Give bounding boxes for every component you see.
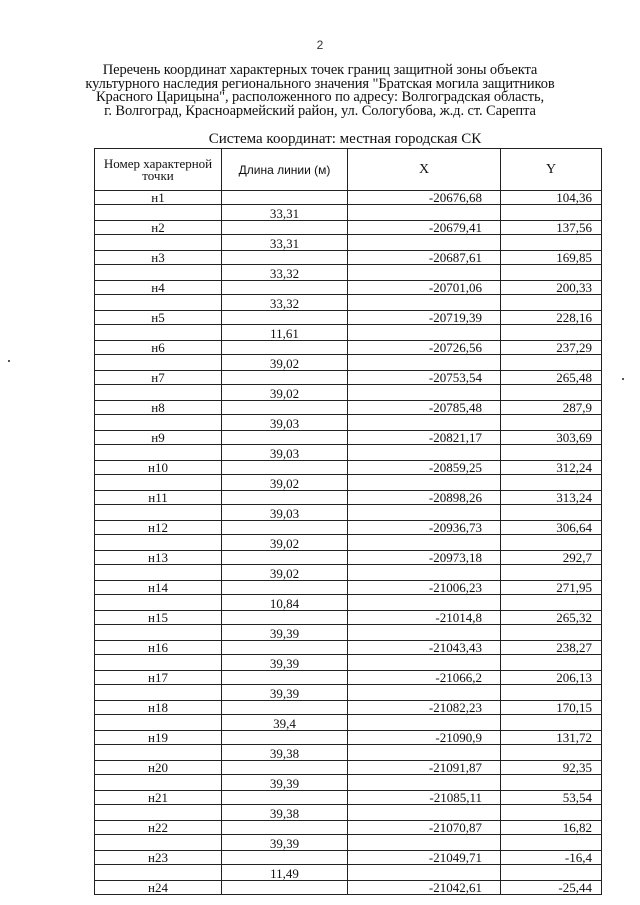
- y-value-cell: 16,82: [501, 821, 602, 835]
- length-row: [95, 265, 602, 281]
- y-value-cell: 237,29: [501, 341, 602, 355]
- empty-cell: [501, 325, 602, 341]
- empty-cell: [95, 865, 222, 881]
- point-name-cell: н2: [95, 221, 222, 235]
- empty-cell: [501, 655, 602, 671]
- point-name-cell: н14: [95, 581, 222, 595]
- x-value-cell: -21090,9: [348, 731, 501, 745]
- x-value-cell: -21085,11: [348, 791, 501, 805]
- y-value-cell: 303,69: [501, 431, 602, 445]
- header-point-number: Номер характерной точки: [95, 149, 222, 191]
- length-row: [95, 835, 602, 851]
- x-value-cell: -21091,87: [348, 761, 501, 775]
- empty-cell: [95, 505, 222, 521]
- x-value-cell: -21066,2: [348, 671, 501, 685]
- empty-cell: [501, 355, 602, 371]
- table-header-row: [95, 149, 602, 191]
- empty-cell: [501, 865, 602, 881]
- empty-cell: [348, 685, 501, 701]
- length-blank-cell: [222, 521, 348, 535]
- table-row: [95, 641, 602, 655]
- length-row: [95, 295, 602, 311]
- line-length-cell: 39,38: [222, 745, 348, 761]
- table-row: [95, 881, 602, 895]
- line-length-cell: 39,03: [222, 415, 348, 431]
- x-value-cell: -20753,54: [348, 371, 501, 385]
- line-length-cell: 39,39: [222, 685, 348, 701]
- y-value-cell: 313,24: [501, 491, 602, 505]
- empty-cell: [501, 775, 602, 791]
- length-row: [95, 565, 602, 581]
- empty-cell: [348, 385, 501, 401]
- empty-cell: [501, 235, 602, 251]
- length-row: [95, 325, 602, 341]
- point-name-cell: н12: [95, 521, 222, 535]
- empty-cell: [348, 445, 501, 461]
- empty-cell: [348, 715, 501, 731]
- table-row: [95, 671, 602, 685]
- point-name-cell: н1: [95, 191, 222, 205]
- empty-cell: [348, 535, 501, 551]
- line-length-cell: 11,61: [222, 325, 348, 341]
- point-name-cell: н5: [95, 311, 222, 325]
- empty-cell: [95, 385, 222, 401]
- table-row: [95, 731, 602, 745]
- y-value-cell: 200,33: [501, 281, 602, 295]
- y-value-cell: 92,35: [501, 761, 602, 775]
- empty-cell: [501, 565, 602, 581]
- table-row: [95, 491, 602, 505]
- length-blank-cell: [222, 761, 348, 775]
- table-row: [95, 821, 602, 835]
- length-blank-cell: [222, 671, 348, 685]
- empty-cell: [501, 625, 602, 641]
- line-length-cell: 39,39: [222, 655, 348, 671]
- length-row: [95, 685, 602, 701]
- length-blank-cell: [222, 281, 348, 295]
- point-name-cell: н18: [95, 701, 222, 715]
- y-value-cell: -16,4: [501, 851, 602, 865]
- x-value-cell: -20679,41: [348, 221, 501, 235]
- x-value-cell: -20719,39: [348, 311, 501, 325]
- x-value-cell: -21014,8: [348, 611, 501, 625]
- header-x: X: [348, 149, 501, 191]
- line-length-cell: 39,02: [222, 475, 348, 491]
- y-value-cell: 131,72: [501, 731, 602, 745]
- table-row: [95, 461, 602, 475]
- line-length-cell: 39,02: [222, 355, 348, 371]
- y-value-cell: 271,95: [501, 581, 602, 595]
- empty-cell: [95, 655, 222, 671]
- table-row: [95, 701, 602, 715]
- point-name-cell: н10: [95, 461, 222, 475]
- empty-cell: [95, 415, 222, 431]
- empty-cell: [501, 295, 602, 311]
- table-row: [95, 521, 602, 535]
- empty-cell: [348, 475, 501, 491]
- page-number: 2: [316, 38, 324, 52]
- point-name-cell: н3: [95, 251, 222, 265]
- table-row: [95, 551, 602, 565]
- empty-cell: [95, 685, 222, 701]
- length-row: [95, 745, 602, 761]
- length-blank-cell: [222, 431, 348, 445]
- y-value-cell: 292,7: [501, 551, 602, 565]
- y-value-cell: 306,64: [501, 521, 602, 535]
- heading-line: Перечень координат характерных точек границ защитной зоны объекта: [102, 62, 538, 78]
- header-y: Y: [501, 149, 602, 191]
- empty-cell: [95, 745, 222, 761]
- line-length-cell: 39,02: [222, 565, 348, 581]
- line-length-cell: 33,31: [222, 235, 348, 251]
- length-blank-cell: [222, 881, 348, 895]
- length-row: [95, 865, 602, 881]
- empty-cell: [95, 775, 222, 791]
- point-name-cell: н23: [95, 851, 222, 865]
- length-blank-cell: [222, 611, 348, 625]
- line-length-cell: 11,49: [222, 865, 348, 881]
- x-value-cell: -20687,61: [348, 251, 501, 265]
- empty-cell: [348, 295, 501, 311]
- table-row: [95, 431, 602, 445]
- empty-cell: [348, 835, 501, 851]
- empty-cell: [95, 805, 222, 821]
- length-blank-cell: [222, 221, 348, 235]
- empty-cell: [501, 835, 602, 851]
- table-row: [95, 281, 602, 295]
- line-length-cell: 39,39: [222, 835, 348, 851]
- point-name-cell: н22: [95, 821, 222, 835]
- length-blank-cell: [222, 311, 348, 325]
- point-name-cell: н6: [95, 341, 222, 355]
- heading-line: Красного Царицына", расположенного по адресу: Волгоградская область,: [95, 89, 544, 105]
- x-value-cell: -20676,68: [348, 191, 501, 205]
- length-blank-cell: [222, 581, 348, 595]
- x-value-cell: -20936,73: [348, 521, 501, 535]
- empty-cell: [348, 235, 501, 251]
- empty-cell: [348, 415, 501, 431]
- point-name-cell: н17: [95, 671, 222, 685]
- heading-line: культурного наследия регионального значения "Братская могила защитников: [85, 75, 555, 92]
- document-heading: [70, 64, 570, 118]
- empty-cell: [95, 595, 222, 611]
- empty-cell: [348, 655, 501, 671]
- length-row: [95, 235, 602, 251]
- point-name-cell: н9: [95, 431, 222, 445]
- table-row: [95, 791, 602, 805]
- line-length-cell: 39,02: [222, 385, 348, 401]
- table-row: [95, 851, 602, 865]
- length-blank-cell: [222, 641, 348, 655]
- y-value-cell: 228,16: [501, 311, 602, 325]
- length-row: [95, 595, 602, 611]
- y-value-cell: 137,56: [501, 221, 602, 235]
- empty-cell: [348, 865, 501, 881]
- length-blank-cell: [222, 821, 348, 835]
- empty-cell: [501, 475, 602, 491]
- line-length-cell: 39,02: [222, 535, 348, 551]
- y-value-cell: 104,36: [501, 191, 602, 205]
- table-row: [95, 311, 602, 325]
- x-value-cell: -21043,43: [348, 641, 501, 655]
- point-name-cell: н8: [95, 401, 222, 415]
- point-name-cell: н13: [95, 551, 222, 565]
- heading-line: г. Волгоград, Красноармейский район, ул. Сологубова, ж.д. ст. Сарепта: [104, 102, 536, 119]
- x-value-cell: -21082,23: [348, 701, 501, 715]
- table-row: [95, 581, 602, 595]
- table-body: [95, 191, 602, 895]
- point-name-cell: н7: [95, 371, 222, 385]
- y-value-cell: 287,9: [501, 401, 602, 415]
- scan-mark: [8, 360, 10, 362]
- length-row: [95, 775, 602, 791]
- line-length-cell: 39,4: [222, 715, 348, 731]
- empty-cell: [348, 325, 501, 341]
- x-value-cell: -21042,61: [348, 881, 501, 895]
- empty-cell: [95, 325, 222, 341]
- line-length-cell: 33,32: [222, 265, 348, 281]
- empty-cell: [501, 535, 602, 551]
- line-length-cell: 10,84: [222, 595, 348, 611]
- empty-cell: [95, 235, 222, 251]
- length-row: [95, 805, 602, 821]
- point-name-cell: н16: [95, 641, 222, 655]
- table-row: [95, 341, 602, 355]
- empty-cell: [95, 205, 222, 221]
- length-blank-cell: [222, 251, 348, 265]
- point-name-cell: н20: [95, 761, 222, 775]
- table-row: [95, 371, 602, 385]
- x-value-cell: -20821,17: [348, 431, 501, 445]
- empty-cell: [95, 565, 222, 581]
- y-value-cell: 206,13: [501, 671, 602, 685]
- empty-cell: [95, 445, 222, 461]
- empty-cell: [501, 415, 602, 431]
- table-row: [95, 611, 602, 625]
- line-length-cell: 33,31: [222, 205, 348, 221]
- empty-cell: [348, 745, 501, 761]
- empty-cell: [348, 805, 501, 821]
- empty-cell: [501, 715, 602, 731]
- empty-cell: [501, 205, 602, 221]
- y-value-cell: 169,85: [501, 251, 602, 265]
- y-value-cell: 312,24: [501, 461, 602, 475]
- empty-cell: [95, 295, 222, 311]
- length-row: [95, 475, 602, 491]
- empty-cell: [95, 355, 222, 371]
- line-length-cell: 39,39: [222, 625, 348, 641]
- empty-cell: [501, 505, 602, 521]
- line-length-cell: 33,32: [222, 295, 348, 311]
- point-name-cell: н21: [95, 791, 222, 805]
- empty-cell: [348, 355, 501, 371]
- x-value-cell: -20859,25: [348, 461, 501, 475]
- table-row: [95, 191, 602, 205]
- coordinate-system-caption: Система координат: местная городская СК: [208, 131, 482, 147]
- x-value-cell: -20973,18: [348, 551, 501, 565]
- empty-cell: [501, 265, 602, 281]
- x-value-cell: -20701,06: [348, 281, 501, 295]
- length-row: [95, 655, 602, 671]
- empty-cell: [95, 475, 222, 491]
- length-blank-cell: [222, 551, 348, 565]
- length-row: [95, 355, 602, 371]
- line-length-cell: 39,39: [222, 775, 348, 791]
- length-blank-cell: [222, 491, 348, 505]
- empty-cell: [348, 205, 501, 221]
- empty-cell: [348, 265, 501, 281]
- length-blank-cell: [222, 191, 348, 205]
- length-blank-cell: [222, 851, 348, 865]
- y-value-cell: 238,27: [501, 641, 602, 655]
- length-row: [95, 445, 602, 461]
- empty-cell: [348, 565, 501, 581]
- empty-cell: [95, 835, 222, 851]
- point-name-cell: н15: [95, 611, 222, 625]
- empty-cell: [348, 595, 501, 611]
- point-name-cell: н4: [95, 281, 222, 295]
- empty-cell: [348, 625, 501, 641]
- y-value-cell: 265,32: [501, 611, 602, 625]
- empty-cell: [501, 385, 602, 401]
- length-row: [95, 205, 602, 221]
- x-value-cell: -20785,48: [348, 401, 501, 415]
- line-length-cell: 39,03: [222, 445, 348, 461]
- x-value-cell: -21070,87: [348, 821, 501, 835]
- header-line-length: Длина линии (м): [222, 149, 348, 191]
- empty-cell: [501, 445, 602, 461]
- length-blank-cell: [222, 701, 348, 715]
- empty-cell: [95, 715, 222, 731]
- length-blank-cell: [222, 341, 348, 355]
- x-value-cell: -21049,71: [348, 851, 501, 865]
- scan-mark: [622, 378, 624, 380]
- x-value-cell: -20898,26: [348, 491, 501, 505]
- empty-cell: [501, 595, 602, 611]
- empty-cell: [95, 535, 222, 551]
- point-name-cell: н19: [95, 731, 222, 745]
- point-name-cell: н11: [95, 491, 222, 505]
- line-length-cell: 39,38: [222, 805, 348, 821]
- empty-cell: [95, 265, 222, 281]
- x-value-cell: -21006,23: [348, 581, 501, 595]
- point-name-cell: н24: [95, 881, 222, 895]
- empty-cell: [95, 625, 222, 641]
- empty-cell: [501, 685, 602, 701]
- y-value-cell: 265,48: [501, 371, 602, 385]
- length-blank-cell: [222, 461, 348, 475]
- length-blank-cell: [222, 371, 348, 385]
- empty-cell: [348, 775, 501, 791]
- line-length-cell: 39,03: [222, 505, 348, 521]
- table-row: [95, 761, 602, 775]
- y-value-cell: 170,15: [501, 701, 602, 715]
- length-row: [95, 505, 602, 521]
- empty-cell: [501, 805, 602, 821]
- table-row: [95, 401, 602, 415]
- length-row: [95, 535, 602, 551]
- length-row: [95, 715, 602, 731]
- length-row: [95, 625, 602, 641]
- y-value-cell: -25,44: [501, 881, 602, 895]
- table-row: [95, 221, 602, 235]
- length-blank-cell: [222, 731, 348, 745]
- length-row: [95, 385, 602, 401]
- coordinates-table: [94, 148, 602, 895]
- empty-cell: [348, 505, 501, 521]
- length-row: [95, 415, 602, 431]
- length-blank-cell: [222, 401, 348, 415]
- length-blank-cell: [222, 791, 348, 805]
- x-value-cell: -20726,56: [348, 341, 501, 355]
- empty-cell: [501, 745, 602, 761]
- table-row: [95, 251, 602, 265]
- y-value-cell: 53,54: [501, 791, 602, 805]
